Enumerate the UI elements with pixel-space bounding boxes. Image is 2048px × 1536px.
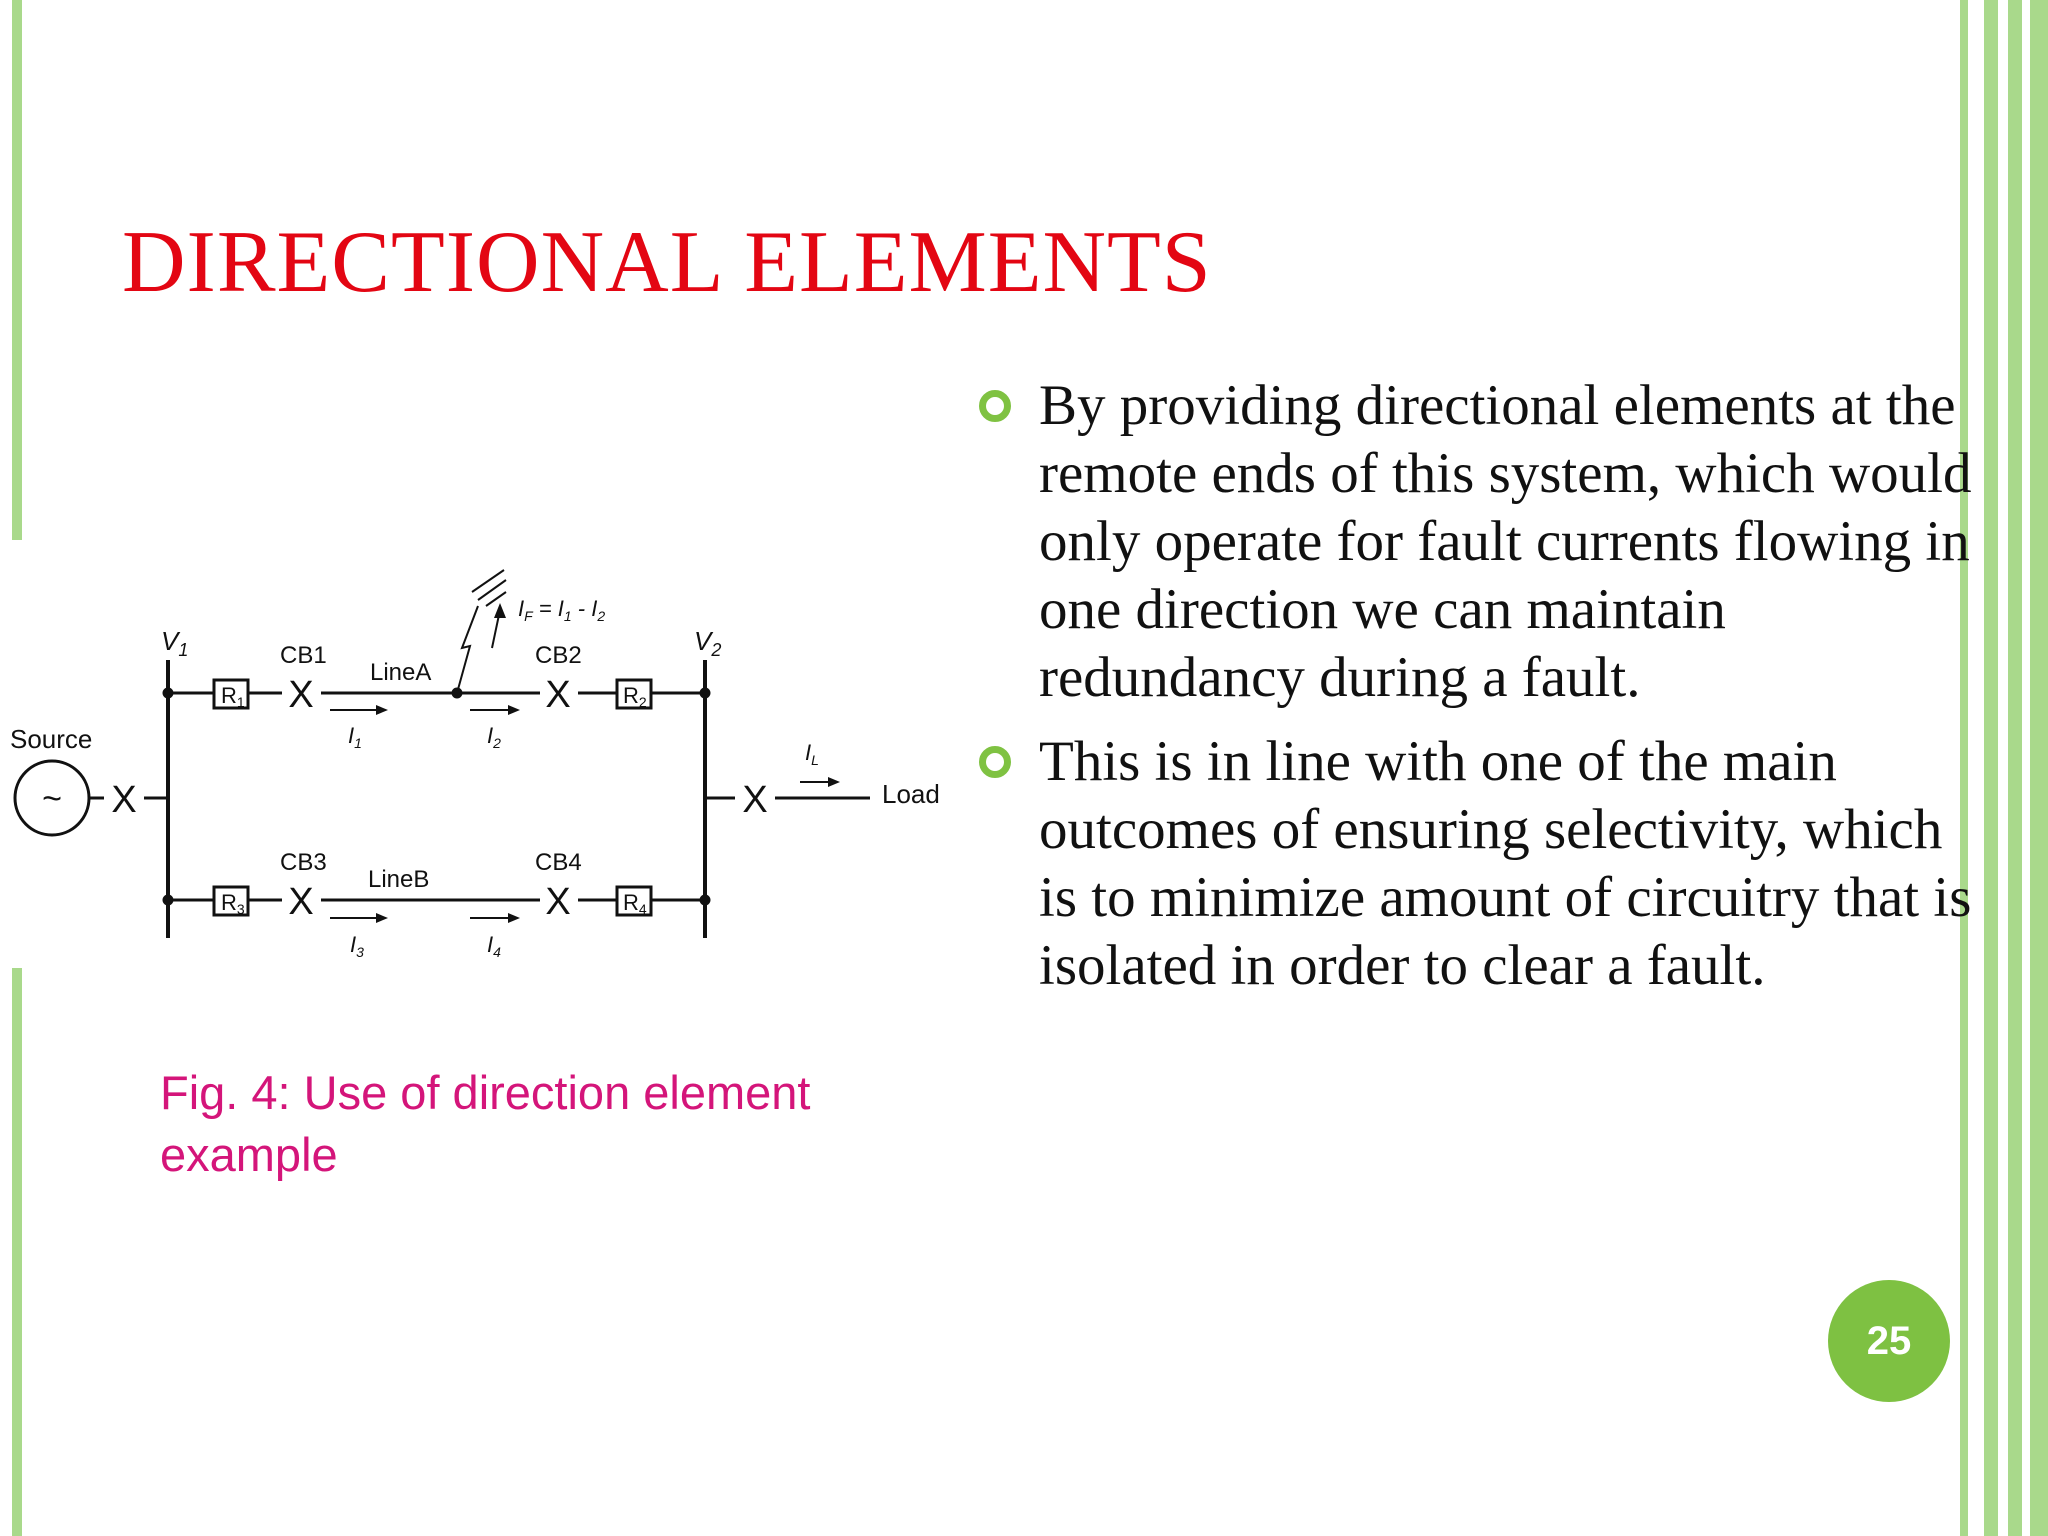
- source-label: Source: [10, 724, 93, 754]
- svg-text:R3: R3: [221, 890, 245, 917]
- line-a-label: LineA: [370, 659, 432, 686]
- source-breaker: X: [111, 779, 137, 821]
- ground-symbol-1: [472, 570, 504, 592]
- right-accent-bar-4: [2030, 0, 2048, 1536]
- source-symbol: ~: [42, 780, 62, 818]
- circuit-diagram: [0, 548, 960, 968]
- node-a-right: [701, 689, 709, 697]
- cb3-label: CB3: [280, 849, 327, 876]
- breaker-cb4: X: [545, 881, 571, 923]
- load-label: Load: [882, 779, 940, 809]
- cb2-label: CB2: [535, 642, 582, 669]
- left-accent-bar-bottom: [12, 968, 22, 1536]
- current-i2: $I_2$: [487, 723, 501, 751]
- bullet-list: [975, 372, 1975, 1016]
- bullet-item: [975, 728, 1975, 1000]
- ground-symbol-3: [486, 592, 506, 606]
- breaker-cb3: X: [288, 881, 314, 923]
- current-il: $I_L$: [805, 740, 819, 768]
- v1-label: $V_1$: [161, 626, 189, 660]
- line-b-label: LineB: [368, 866, 430, 893]
- svg-text:R4: R4: [623, 890, 647, 917]
- figure-caption: Fig. 4: Use of direction element example: [160, 1066, 811, 1181]
- circle-bullet-icon: [979, 746, 1011, 778]
- svg-text:R1: R1: [221, 683, 245, 710]
- v2-label: $V_2$: [694, 626, 722, 660]
- current-i3: $I_3$: [350, 932, 364, 960]
- page-number-badge: 25: [1828, 1280, 1950, 1402]
- load-breaker: X: [742, 779, 768, 821]
- bullet-text: By providing directional elements at the remote ends of this system, which would only operate for fault currents flowing in one direction we can maintain redundancy during a fault.: [1039, 374, 1972, 709]
- current-i4: $I_4$: [487, 932, 501, 960]
- cb1-label: CB1: [280, 642, 327, 669]
- bullet-item: [975, 372, 1975, 712]
- current-i1: $I_1$: [348, 723, 362, 751]
- breaker-cb1: X: [288, 674, 314, 716]
- circle-bullet-icon: [979, 390, 1011, 422]
- svg-text:R2: R2: [623, 683, 647, 710]
- fault-lightning: [457, 606, 478, 693]
- ground-symbol-2: [478, 580, 506, 600]
- slide-title: DIRECTIONAL ELEMENTS: [122, 214, 1212, 311]
- left-accent-bar-top: [12, 0, 22, 540]
- node-b-right: [701, 896, 709, 904]
- fault-current-label: $I_F = I_1 - I_2$: [518, 596, 606, 624]
- right-accent-bar-3: [2008, 0, 2022, 1536]
- cb4-label: CB4: [535, 849, 582, 876]
- breaker-cb2: X: [545, 674, 571, 716]
- bullet-text: This is in line with one of the main outcomes of ensuring selectivity, which is to minimize amount of circuitry that is isolated in order to clear a fault.: [1039, 730, 1972, 997]
- right-accent-bar-2: [1984, 0, 1998, 1536]
